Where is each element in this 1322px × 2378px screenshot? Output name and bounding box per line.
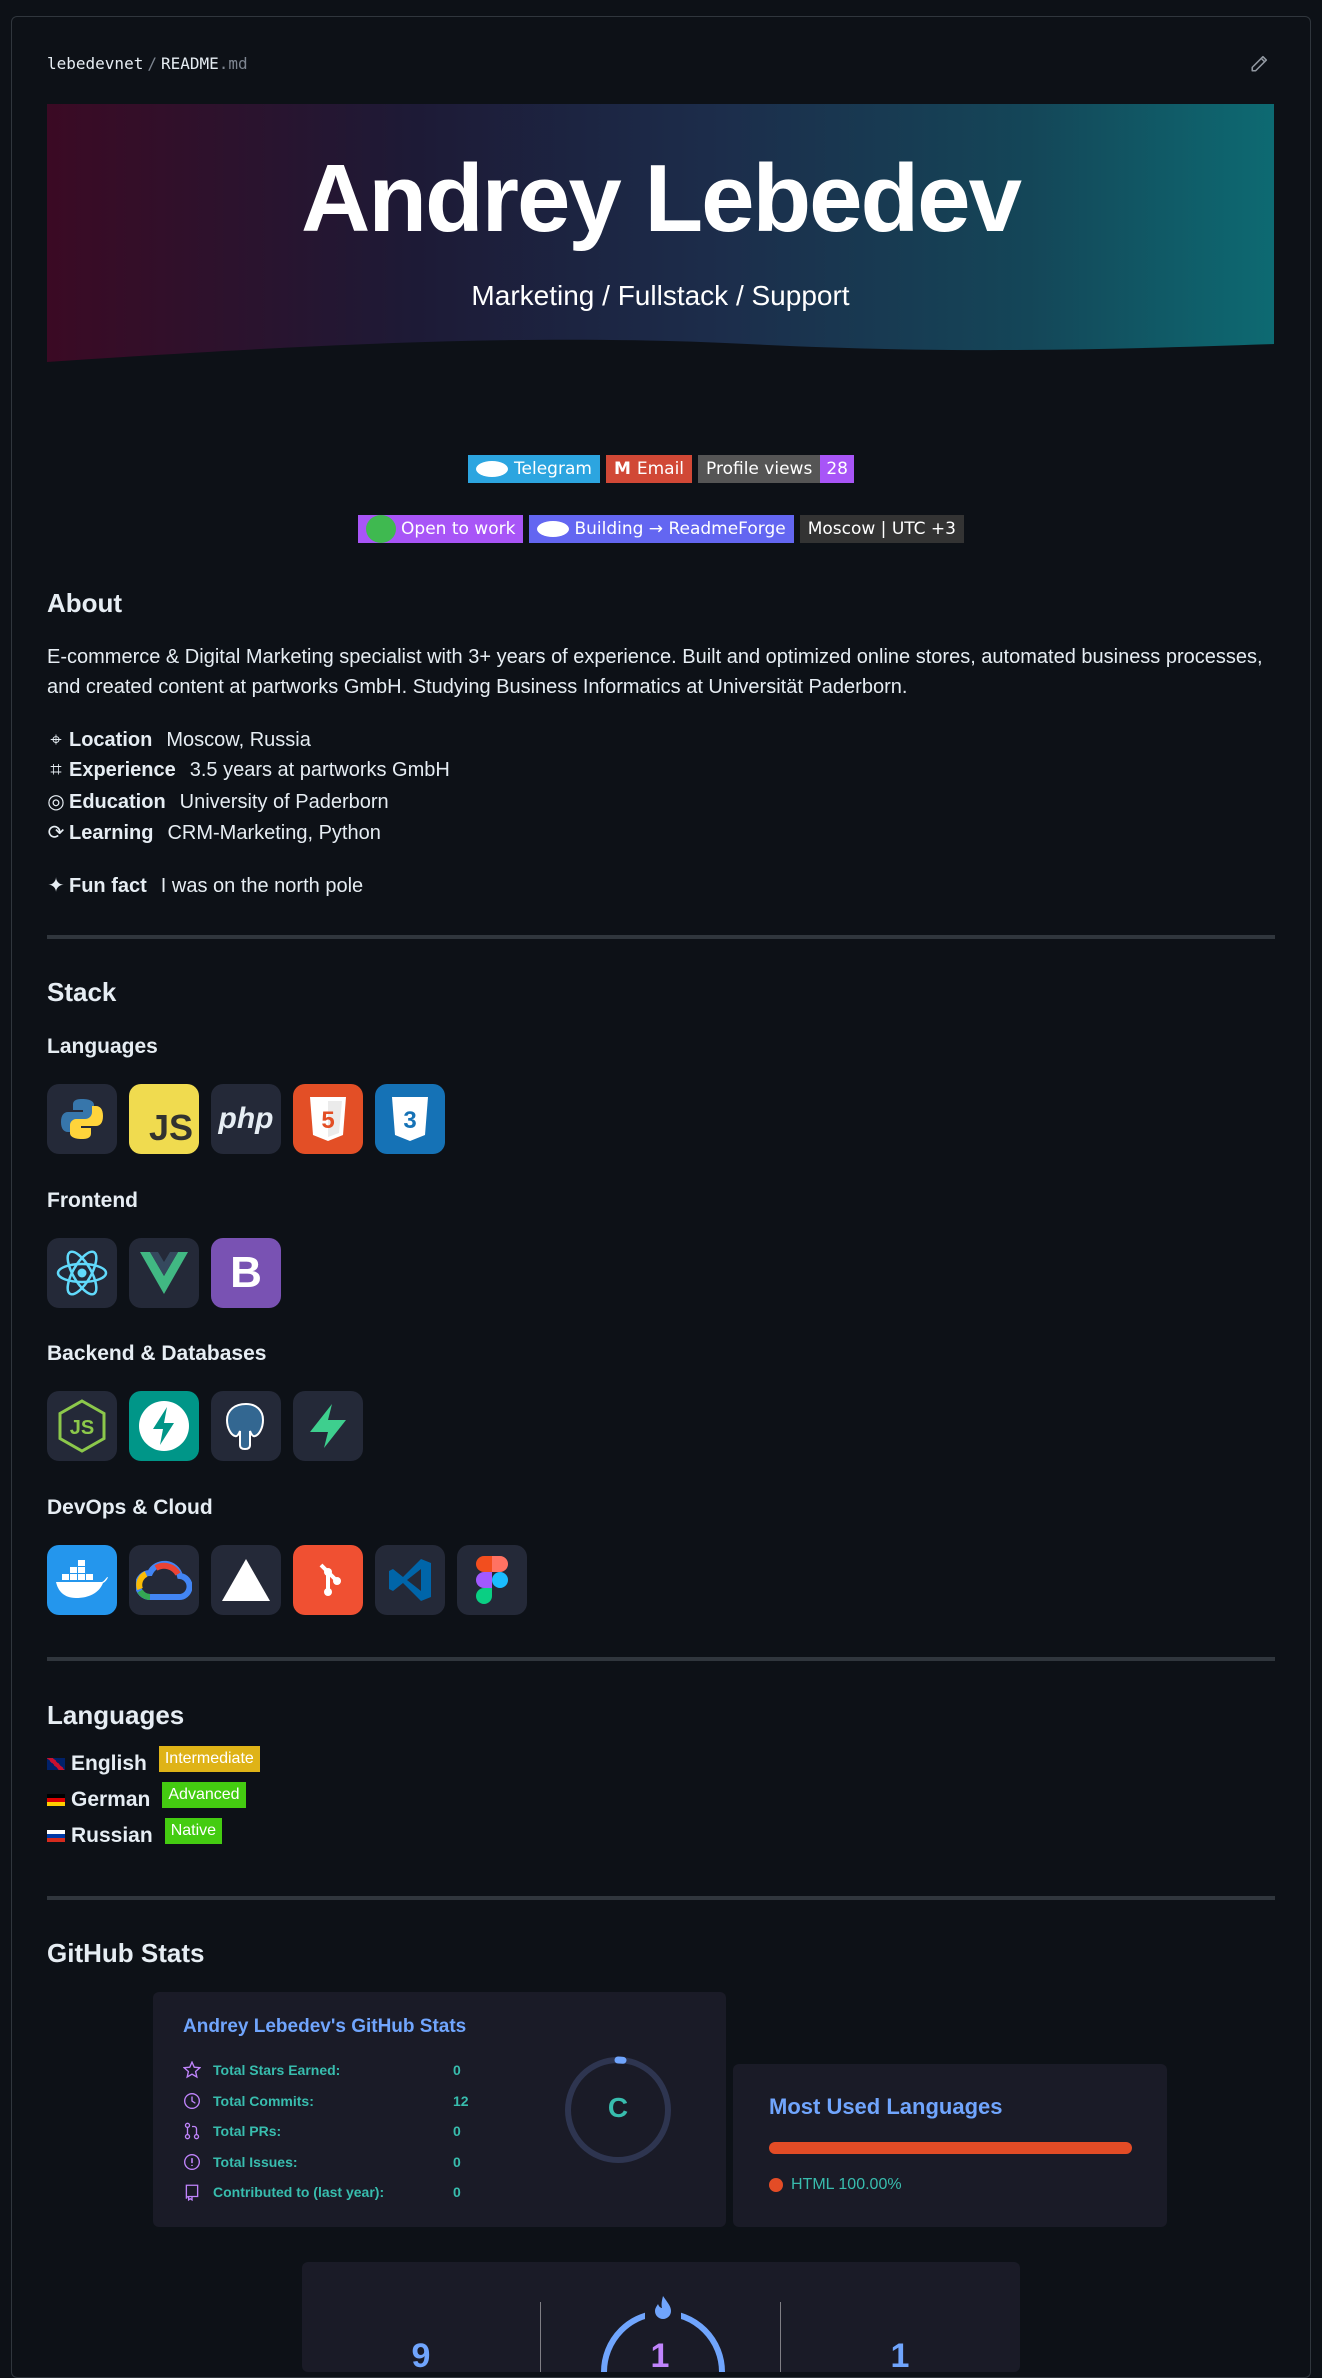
building-badge[interactable]: Building → ReadmeForge	[529, 515, 793, 543]
stat-stars: Total Stars Earned: 0	[183, 2061, 340, 2079]
education-icon: ◎	[47, 791, 65, 813]
top-languages-card	[733, 2064, 1167, 2227]
banner-subtitle: Marketing / Fullstack / Support	[471, 280, 850, 311]
fact-education: ◎ Education University of Paderborn	[47, 791, 389, 813]
frontend-icons	[47, 1238, 281, 1308]
russia-flag-icon	[47, 1830, 65, 1842]
repo-owner-link[interactable]: lebedevnet	[47, 54, 144, 73]
language-legend: HTML 100.00%	[769, 2176, 902, 2194]
streak-current: 1	[650, 2337, 670, 2375]
vue-icon	[129, 1238, 199, 1308]
learning-icon: ⟳	[47, 822, 65, 844]
stat-commits: Total Commits: 12	[183, 2092, 314, 2110]
issue-icon	[183, 2153, 201, 2171]
germany-flag-icon	[47, 1794, 65, 1806]
contact-badges	[0, 455, 1322, 483]
location-badge: Moscow | UTC +3	[800, 515, 964, 543]
vercel-icon	[211, 1545, 281, 1615]
level-badge: Intermediate	[159, 1746, 260, 1772]
fact-location: ⌖ Location Moscow, Russia	[47, 729, 311, 752]
streak-longest: 1	[890, 2337, 910, 2375]
languages-icons	[47, 1084, 445, 1154]
green-dot-icon	[366, 515, 396, 543]
location-icon: ⌖	[50, 729, 62, 751]
google-cloud-icon	[129, 1545, 199, 1615]
devops-icons	[47, 1545, 527, 1615]
stack-backend-heading: Backend & Databases	[47, 1342, 267, 1365]
language-progress-bar	[769, 2142, 1132, 2154]
git-icon	[293, 1545, 363, 1615]
stack-languages-heading: Languages	[47, 1035, 158, 1058]
stat-issues: Total Issues: 0	[183, 2153, 298, 2171]
fact-experience: ⌗ Experience 3.5 years at partworks GmbH	[47, 759, 450, 782]
stat-contributed: Contributed to (last year): 0	[183, 2183, 384, 2201]
clock-icon	[183, 2092, 201, 2110]
stat-prs: Total PRs: 0	[183, 2122, 281, 2140]
streak-card	[302, 2262, 1020, 2375]
fact-learning: ⟳ Learning CRM-Marketing, Python	[47, 822, 381, 844]
php-icon: php	[211, 1084, 281, 1154]
about-text: E-commerce & Digital Marketing specialist with 3+ years of experience. Built and optimized online stores, automated business processes, and created content at partworks GmbH. Studying Business Informatics at Universität Paderborn.	[47, 646, 1263, 698]
svg-text:JS: JS	[69, 1417, 95, 1439]
file-breadcrumb	[47, 54, 248, 73]
javascript-icon: JS	[129, 1084, 199, 1154]
github-icon	[537, 521, 569, 537]
streak-total: 9	[411, 2337, 431, 2375]
figma-icon	[457, 1545, 527, 1615]
sparkle-icon: ✦	[47, 875, 65, 897]
github-stats-heading: GitHub Stats	[47, 1938, 205, 1968]
divider	[47, 1896, 1275, 1900]
repo-icon	[183, 2183, 201, 2201]
backend-icons	[47, 1391, 363, 1461]
profile-views-count: 28	[820, 455, 854, 483]
spoken-languages-heading: Languages	[47, 1700, 185, 1730]
fact-fun: ✦ Fun fact I was on the north pole	[47, 875, 364, 897]
experience-icon: ⌗	[50, 759, 62, 781]
stack-devops-heading: DevOps & Cloud	[47, 1496, 213, 1519]
about-heading: About	[47, 588, 123, 618]
level-badge: Advanced	[162, 1782, 245, 1808]
language-english: English Intermediate	[47, 1752, 260, 1776]
banner-title: Andrey Lebedev	[301, 145, 1020, 252]
nodejs-icon	[47, 1391, 117, 1461]
gmail-icon: M	[613, 459, 631, 479]
uk-flag-icon	[47, 1758, 65, 1770]
language-russian: Russian Native	[47, 1824, 222, 1848]
stats-card-title: Andrey Lebedev's GitHub Stats	[183, 2016, 467, 2037]
banner-wave	[47, 304, 1274, 374]
vscode-icon	[375, 1545, 445, 1615]
star-icon	[183, 2061, 201, 2079]
telegram-icon	[476, 461, 508, 477]
status-badges	[0, 515, 1322, 543]
svg-text:3: 3	[403, 1107, 417, 1134]
level-badge: Native	[165, 1818, 222, 1844]
email-badge[interactable]: M Email	[606, 455, 692, 483]
language-german: German Advanced	[47, 1788, 246, 1812]
pull-request-icon	[183, 2122, 201, 2140]
open-to-work-badge: Open to work	[358, 515, 523, 543]
react-icon	[47, 1238, 117, 1308]
svg-text:5: 5	[321, 1107, 335, 1134]
header-banner	[47, 104, 1274, 374]
docker-icon	[47, 1545, 117, 1615]
stack-heading: Stack	[47, 977, 117, 1007]
divider	[47, 1657, 1275, 1661]
grade-letter: C	[607, 2092, 629, 2123]
html-color-dot	[769, 2178, 783, 2192]
bootstrap-icon: B	[211, 1238, 281, 1308]
file-extension: .md	[218, 54, 248, 73]
profile-views-badge: Profile views 28	[698, 455, 854, 483]
divider	[47, 935, 1275, 939]
css3-icon	[375, 1084, 445, 1154]
postgresql-icon	[211, 1391, 281, 1461]
python-icon	[47, 1084, 117, 1154]
html5-icon	[293, 1084, 363, 1154]
file-name: README	[160, 54, 219, 73]
edit-pencil-icon[interactable]	[1250, 55, 1268, 73]
fastapi-icon	[129, 1391, 199, 1461]
supabase-icon	[293, 1391, 363, 1461]
stack-frontend-heading: Frontend	[47, 1189, 138, 1212]
top-languages-title: Most Used Languages	[769, 2094, 1003, 2119]
telegram-badge[interactable]: Telegram	[468, 455, 600, 483]
breadcrumb-separator: /	[147, 54, 157, 73]
github-stats-card	[153, 1992, 726, 2227]
